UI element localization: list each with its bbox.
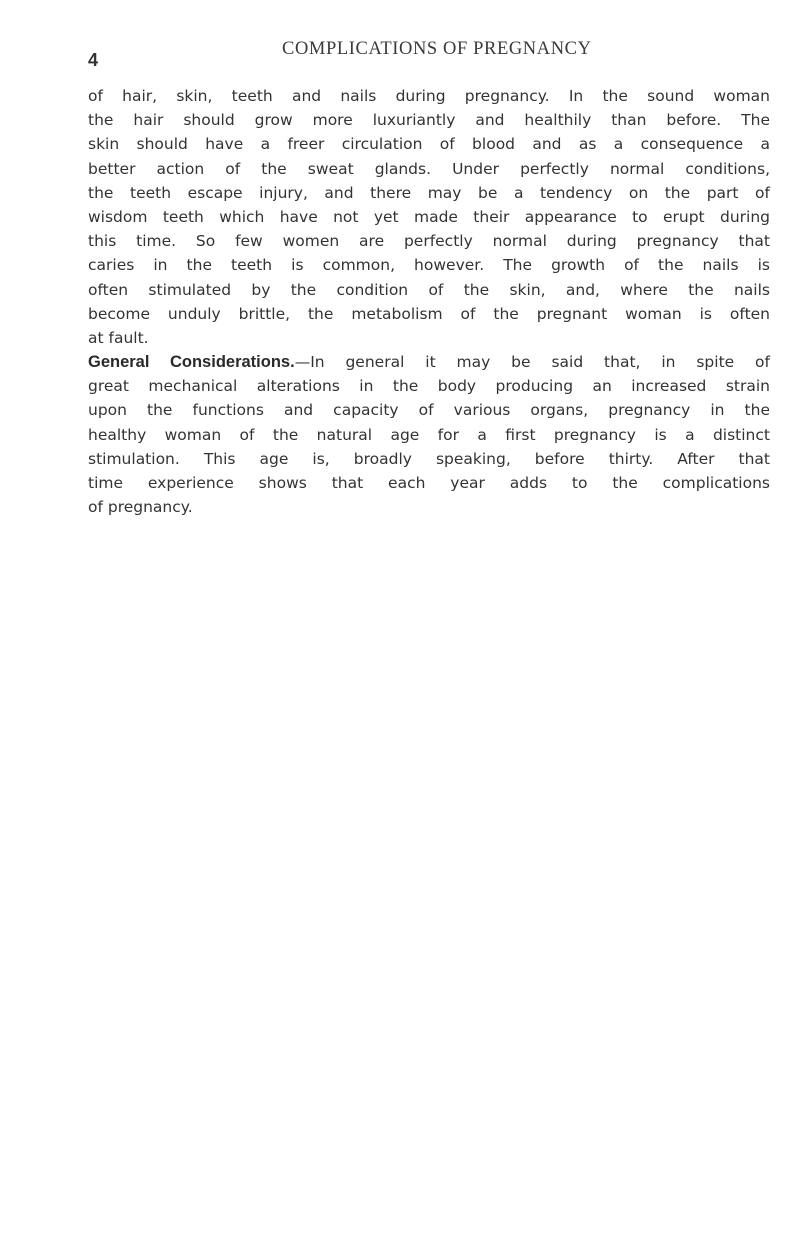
text-line: upon the functions and capacity of various organs, pregnancy in the: [88, 401, 770, 420]
text-line: of pregnancy.: [88, 498, 193, 517]
text-line: skin should have a freer circulation of blood and as a consequence a: [88, 135, 770, 154]
section-first-line: [88, 350, 770, 374]
text-line: caries in the teeth is common, however. The growth of the nails is: [88, 256, 770, 275]
text-line: the teeth escape injury, and there may be a tendency on the part of: [88, 183, 770, 202]
text-line: better action of the sweat glands. Under perfectly normal conditions,: [88, 159, 770, 178]
text-line: often stimulated by the condition of the skin, and, where the nails: [88, 280, 770, 299]
running-title: COMPLICATIONS OF PREGNANCY: [282, 39, 592, 59]
body-text: [88, 84, 770, 519]
section-heading: General Considerations.: [88, 353, 295, 372]
text-line: great mechanical alterations in the body producing an increased strain: [88, 377, 770, 396]
text-line: become unduly brittle, the metabolism of the pregnant woman is often: [88, 304, 770, 323]
text-line: time experience shows that each year adds to the complications: [88, 474, 770, 492]
text-line: wisdom teeth which have not yet made their appearance to erupt during: [88, 207, 770, 226]
text-run: —In general it may be said that, in spite of: [294, 353, 770, 372]
text-line: at fault.: [88, 328, 149, 347]
text-line: the hair should grow more luxuriantly and healthily than before. The: [88, 111, 770, 130]
text-line: healthy woman of the natural age for a first pregnancy is a distinct: [88, 425, 770, 444]
text-line: stimulation. This age is, broadly speaking, before thirty. After that: [88, 449, 770, 468]
text-line: this time. So few women are perfectly normal during pregnancy that: [88, 232, 770, 251]
text-line: of hair, skin, teeth and nails during pregnancy. In the sound woman: [88, 87, 770, 105]
page-number: 4: [88, 50, 99, 70]
